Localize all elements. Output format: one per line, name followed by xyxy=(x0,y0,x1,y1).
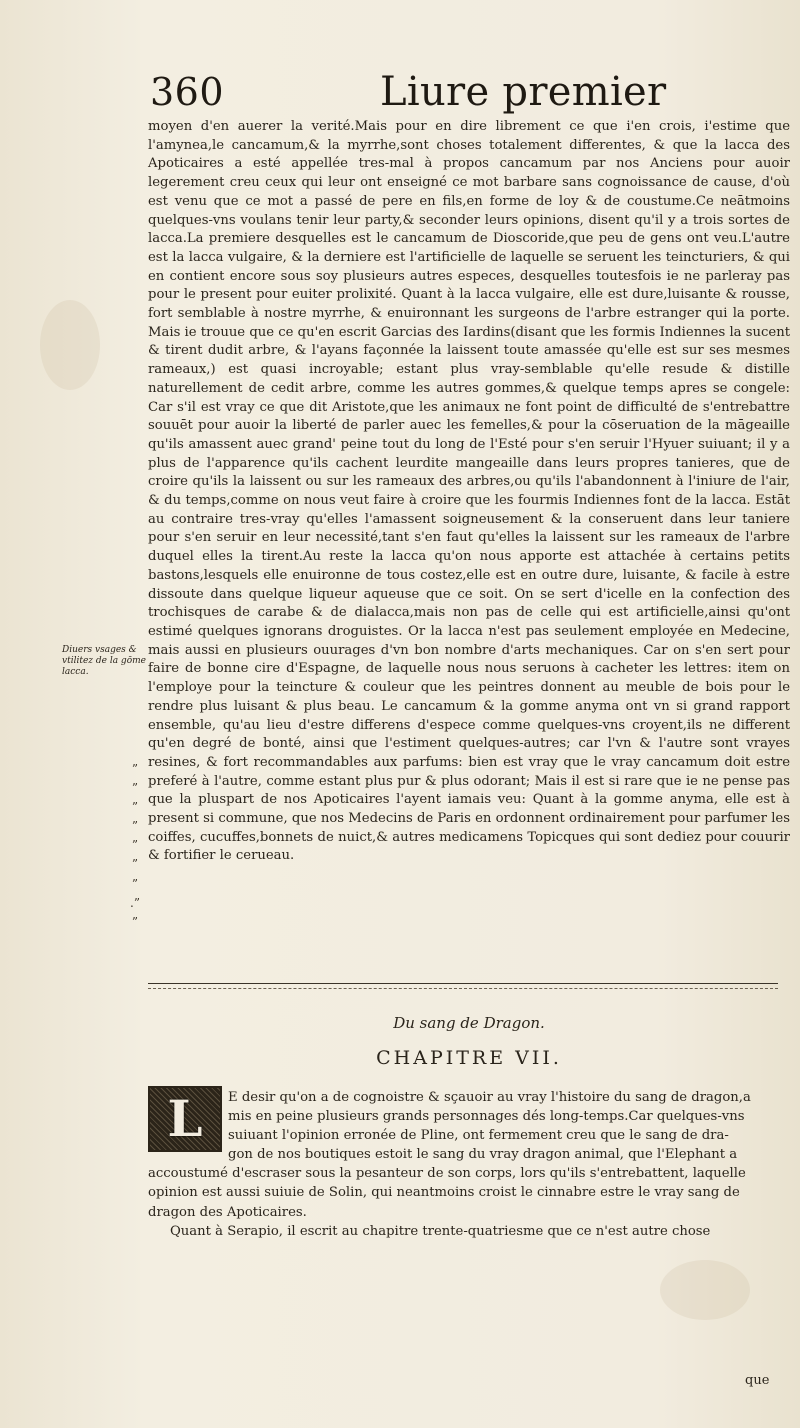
quote-mark: ” xyxy=(131,800,139,815)
initial-letter: L xyxy=(167,1089,203,1148)
paper-stain xyxy=(660,1260,750,1320)
quote-mark: .” xyxy=(130,895,140,910)
quote-mark: ” xyxy=(131,857,139,872)
chapter-line: suiuant l'opinion erronée de Pline, ont fermement creu que le sang de dra- xyxy=(228,1128,729,1144)
quote-mark: ” xyxy=(131,781,139,796)
quote-mark: ” xyxy=(131,838,139,853)
chapter-line: dragon des Apoticaires. xyxy=(148,1204,307,1220)
chapter-line: accoustumé d'escraser sous la pesanteur de son corps, lors qu'ils s'entrebattent, laquelle xyxy=(148,1166,746,1182)
catchword: que xyxy=(745,1373,770,1388)
chapter-line: opinion est aussi suiuie de Solin, qui neantmoins croist le cinnabre estre le vray sang de xyxy=(148,1185,740,1201)
chapter-line: gon de nos boutiques estoit le sang du vray dragon animal, que l'Elephant a xyxy=(228,1147,738,1163)
page-number: 360 xyxy=(150,70,225,114)
chapter-text xyxy=(148,1088,790,1241)
quote-mark: ” xyxy=(131,914,139,929)
quote-mark: ” xyxy=(131,762,139,776)
main-text-block xyxy=(148,118,790,866)
paper-stain xyxy=(40,300,100,390)
chapter-line: Quant à Serapio, il escrit au chapitre trente-quatriesme que ce n'est autre chose xyxy=(170,1223,711,1239)
section-divider-dashed xyxy=(148,988,778,989)
main-paragraph: moyen d'en auerer la verité.Mais pour en dire librement ce que i'en crois, i'estime que l'amynea,le cancamum,& la myrrhe,sont choses totalement differentes, & que la lacca des Apoticaires a esté appellée tres-mal à propos cancamum par nos Anciens pour auoir legerement creu ceux qui leur ont enseigné ce mot barbare sans cognoissance de cause, d'où est venu que ce mot a passé de pere en fils,en forme de loy & de coustume.Ce neātmoins quelques-vns voulans tenir leur party,& seconder leurs opinions, disent qu'il y a trois sortes de lacca.La premiere desquelles est le cancamum de Dioscoride,que peu de gens ont veu.L'autre est la lacca vulgaire, & la derniere est l'artificielle de laquelle se seruent les teincturiers, & qui en contient encore sous soy plusieurs autres especes, desquelles toutesfois ie ne parleray pas pour le present pour euiter prolixité. Quant à la lacca vulgaire, elle est dure,luisante & rousse, fort semblable à nostre myrrhe, & enuironnant les surgeons de l'arbre estranger qui la porte. Mais ie trouue que ce qu'en escrit Garcias des Iardins(disant que les formis Indiennes la sucent & tirent dudit arbre, & l'ayans façonnée la laissent toute amassée qu'elle est sur ses mesmes rameaux,) est quasi incroyable; estant plus vray-semblable qu'elle resude & distille naturellement de cedit arbre, comme les autres gommes,& quelque temps apres se congele: Car s'il est vray ce que dit Aristote,que les animaux ne font point de difficulté de s'entrebattre souuēt pour auoir la liberté de parler auec les femelles,& pour la cōseruation de la māgeaille qu'ils amassent auec grand' peine tout du long de l'Esté pour s'en seruir l'Hyuer suiuant; il y a plus de l'apparence qu'ils cachent leurdite mangeaille dans leurs propres tanieres, que de croire qu'ils la laissent ou sur les rameaux des arbres,ou qu'ils l'abandonnent à l'iniure de l'air, & du temps,comme on nous veut faire à croire que les fourmis Indiennes font de la lacca. Estāt au contraire tres-vray qu'elles l'amassent soigneusement & la conseruent dans leur taniere pour s'en seruir en leur necessité,tant s'en faut qu'elles la laissent sur les rameaux de l'arbre duquel elles la tirent.Au reste la lacca qu'on nous apporte est attachée à certains petits bastons,lesquels elle enuironne de tous costez,elle est en outre dure, luisante, & facile à estre dissoute dans quelque liqueur aqueuse que ce soit. On se sert d'icelle en la confection des trochisques de carabe & de dialacca,mais non pas de celle qui est artificielle,ainsi qu'ont estimé quelques ignorans droguistes. Or la lacca n'est pas seulement employée en Medecine, mais aussi en plusieurs ouurages d'vn bon nombre d'arts mechaniques. Car on s'en sert pour faire de bonne cire d'Espagne, de laquelle nous nous seruons à cacheter les lettres: item on l'employe pour la teincture & couleur que les peintres donnent au meuble de bois pour le rendre plus luisant & plus beau. Le cancamum & la gomme anyma ont vn si grand rapport ensemble, qu'au lieu d'estre differens d'espece comme quelques-vns croyent,ils ne different qu'en degré de bonté, ainsi que l'estiment quelques-autres; car l'vn & l'autre sont vrayes resines, & fort recommandables aux parfums: bien est vray que le vray cancamum doit estre preferé à l'autre, comme estant plus pur & plus odorant; Mais il est si rare que ie ne pense pas que la pluspart de nos Apoticaires l'ayent iamais veu: Quant à la gomme anyma, elle est à present si commune, que nos Medecins de Paris en ordonnent ordinairement pour parfumer les coiffes, cucuffes,bonnets de nuict,& autres medicamens Topicques qui sont dediez pour couurir & fortifier le cerueau. xyxy=(148,119,790,864)
quote-mark: ” xyxy=(131,819,139,834)
section-divider xyxy=(148,983,778,984)
quotation-marks-column xyxy=(126,760,144,932)
margin-note: Diuers vsages & vtilitez de la gōme lacca. xyxy=(62,645,146,677)
quote-mark: ” xyxy=(131,876,139,891)
page-header xyxy=(150,70,790,118)
chapter-line: E desir qu'on a de cognoistre & sçauoir au vray l'histoire du sang de dragon,a xyxy=(228,1090,751,1105)
chapter-heading: CHAPITRE VII. xyxy=(376,1047,562,1069)
section-title: Du sang de Dragon. xyxy=(393,1014,545,1032)
chapter-line: mis en peine plusieurs grands personnages dés long-temps.Car quelques-vns xyxy=(228,1109,745,1125)
running-title: Liure premier xyxy=(380,69,667,115)
